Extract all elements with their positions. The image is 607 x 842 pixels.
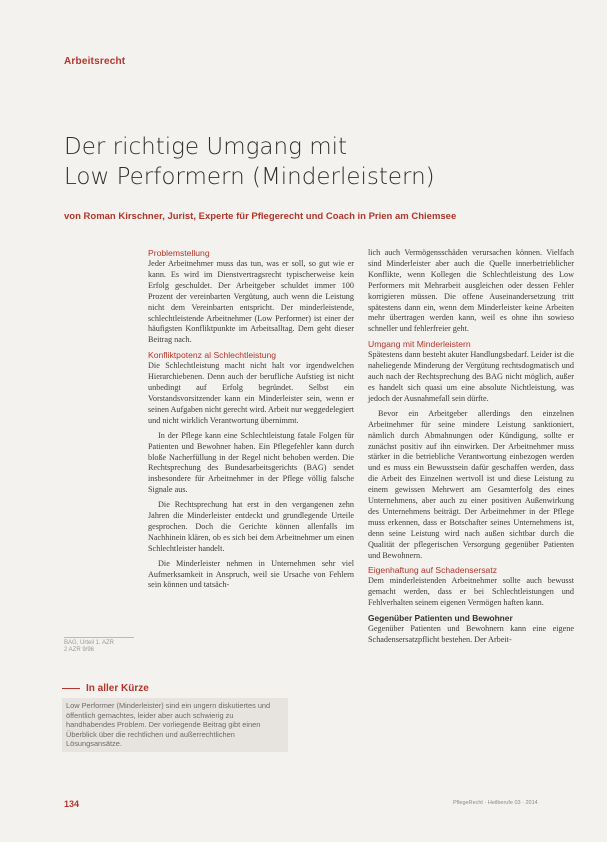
summary-header [62, 683, 288, 694]
title-line-2: Low Performern (Minderleistern) [64, 164, 435, 190]
section-label: Arbeitsrecht [64, 56, 126, 67]
paragraph: Die Schlechtleistung macht nicht halt vor irgendwelchen Hierarchiebenen. Denn auch der berufliche Aufstieg ist nicht unbedingt auf Erfolg begründet. Selbst ein Vorstandsvorsitzender kann ein Minderleister sein, wenn er seinen Aufgaben nicht gerecht wird. Arbeit nur weggedelegiert und nicht wirklich Verantwortung übernimmt. [148, 361, 354, 425]
article-title [64, 132, 544, 192]
paragraph: lich auch Vermögensschäden verursachen können. Vielfach sind Minderleister aber auch die Quelle innerbetrieblicher Konflikte, wenn Kollegen die Schlechtleistung des Low Performers mit Mehrarbeit ausgleichen oder dessen Fehler korrigieren müssen. Die offene Auseinandersetzung tritt spätestens dann ein, wenn dem Minderleister keine Arbeiten mehr übertragen werden kann, weil es ohne ihn sowieso schneller und fehlerfreier geht. [368, 248, 574, 334]
paragraph: Die Minderleister nehmen in Unternehmen sehr viel Aufmerksamkeit in Anspruch, weil sie Ursache von Fehlern sein können und tatsäch- [148, 558, 354, 590]
title-line-1: Der richtige Umgang mit [64, 134, 348, 160]
subheading: Problemstellung [148, 248, 210, 258]
paragraph: Spätestens dann besteht akuter Handlungsbedarf. Leider ist die naheliegende Minderung der Vergütung rechtsdogmatisch und auch nach der Rechtsprechung des BAG nicht möglich, außer es handelt sich quasi um eine absolute Nichtleistung, was jedoch der Ausnahmefall sein dürfte. [368, 350, 574, 403]
summary-box [62, 683, 288, 779]
text-column-right [368, 248, 574, 650]
text-column-left [148, 248, 354, 595]
subheading: Konfliktpotenz al Schlechtleistung [148, 350, 277, 361]
page-number: 134 [64, 799, 80, 809]
subheading: Eigenhaftung auf Schadensersatz [368, 565, 497, 576]
summary-title: In aller Kürze [86, 683, 149, 694]
subheading: Umgang mit Minderleistern [368, 339, 471, 350]
margin-note [64, 637, 134, 654]
paragraph: Bevor ein Arbeitgeber allerdings den einzelnen Arbeitnehmer für seine mindere Leistung sanktioniert, nämlich durch Abmahnungen oder Kündigung, sollte er zunächst positiv auf ihn einwirken. Der Arbeitnehmer muss stärker in die betriebliche Verantwortung einbezogen werden und es muss ein Bewusstsein dafür geschaffen werden, dass die Arbeit des Einzelnen wertvoll ist und diese Leistung zu einem gewissen Mehrwert am Gesamterfolg des eines Unternehmens, aber auch zu einer positiven Außenwirkung des Unternehmens beiträgt. Der Arbeitnehmer in der Pflege muss erkennen, dass er Botschafter seines Unternehmens ist, denn seine Leistung wird nach außen sichtbar durch die Qualität der pflegerischen Versorgung gegenüber Patienten und Bewohnern. [368, 408, 574, 560]
author-byline: von Roman Kirschner, Jurist, Experte für Pflegerecht und Coach in Prien am Chiemsee [64, 211, 457, 222]
margin-note-line: BAG, Urteil 1. AZR [64, 640, 115, 646]
journal-reference: PflegeRecht · Heilberufe 03 · 2014 [453, 800, 538, 806]
paragraph: Dem minderleistenden Arbeitnehmer sollte auch bewusst gemacht werden, dass er bei Schlechtleistungen und Fehlverhalten seinem eigenen Vermögen haften kann. [368, 576, 574, 608]
margin-note-line: 2 AZR 9/96 [64, 647, 95, 653]
paragraph: Die Rechtsprechung hat erst in den vergangenen zehn Jahren die Minderleister entdeckt und grundlegende Urteile gesprochen. Doch die Gerichte können allenfalls im Nachhinein klären, ob es sich bei dem Arbeitnehmer um einen Schlechtleister handelt. [148, 500, 354, 553]
minor-heading: Gegenüber Patienten und Bewohner [368, 613, 513, 624]
paragraph: Gegenüber Patienten und Bewohnern kann eine eigene Schadensersatzpflicht bestehen. Der Arbeit- [368, 624, 574, 644]
summary-rule [62, 688, 80, 689]
summary-text: Low Performer (Minderleister) sind ein ungern diskutiertes und öffentlich gemachtes, leider aber auch schwierig zu handhabendes Problem. Der vorliegende Beitrag gibt einen Überblick über die rechtlichen und außerrechtlichen Lösungsansätze. [62, 698, 288, 752]
paragraph: Jeder Arbeitnehmer muss das tun, was er soll, so gut wie er kann. Es wird im Dienstvertragsrecht typischerweise kein Erfolg geschuldet. Der Arbeitgeber schuldet immer 100 Prozent der vereinbarten Vergütung, auch wenn die Leistung nicht dem Vereinbarten entspricht. Der minderleistende, schlechtleistende Arbeitnehmer (Low Performer) ist einer der häufigsten Konfliktpunkte im Arbeitsalltag. Dem geht dieser Beitrag nach. [148, 259, 354, 345]
paragraph: In der Pflege kann eine Schlechtleistung fatale Folgen für Patienten und Bewohner haben. Ein Pflegefehler kann durch bloße Nacherfüllung in der Regel nicht behoben werden. Die Rechtsprechung des Bundesarbeitsgerichts (BAG) sendet insbesondere für Arbeitnehmer in der Pflege völlig falsche Signale aus. [148, 430, 354, 495]
